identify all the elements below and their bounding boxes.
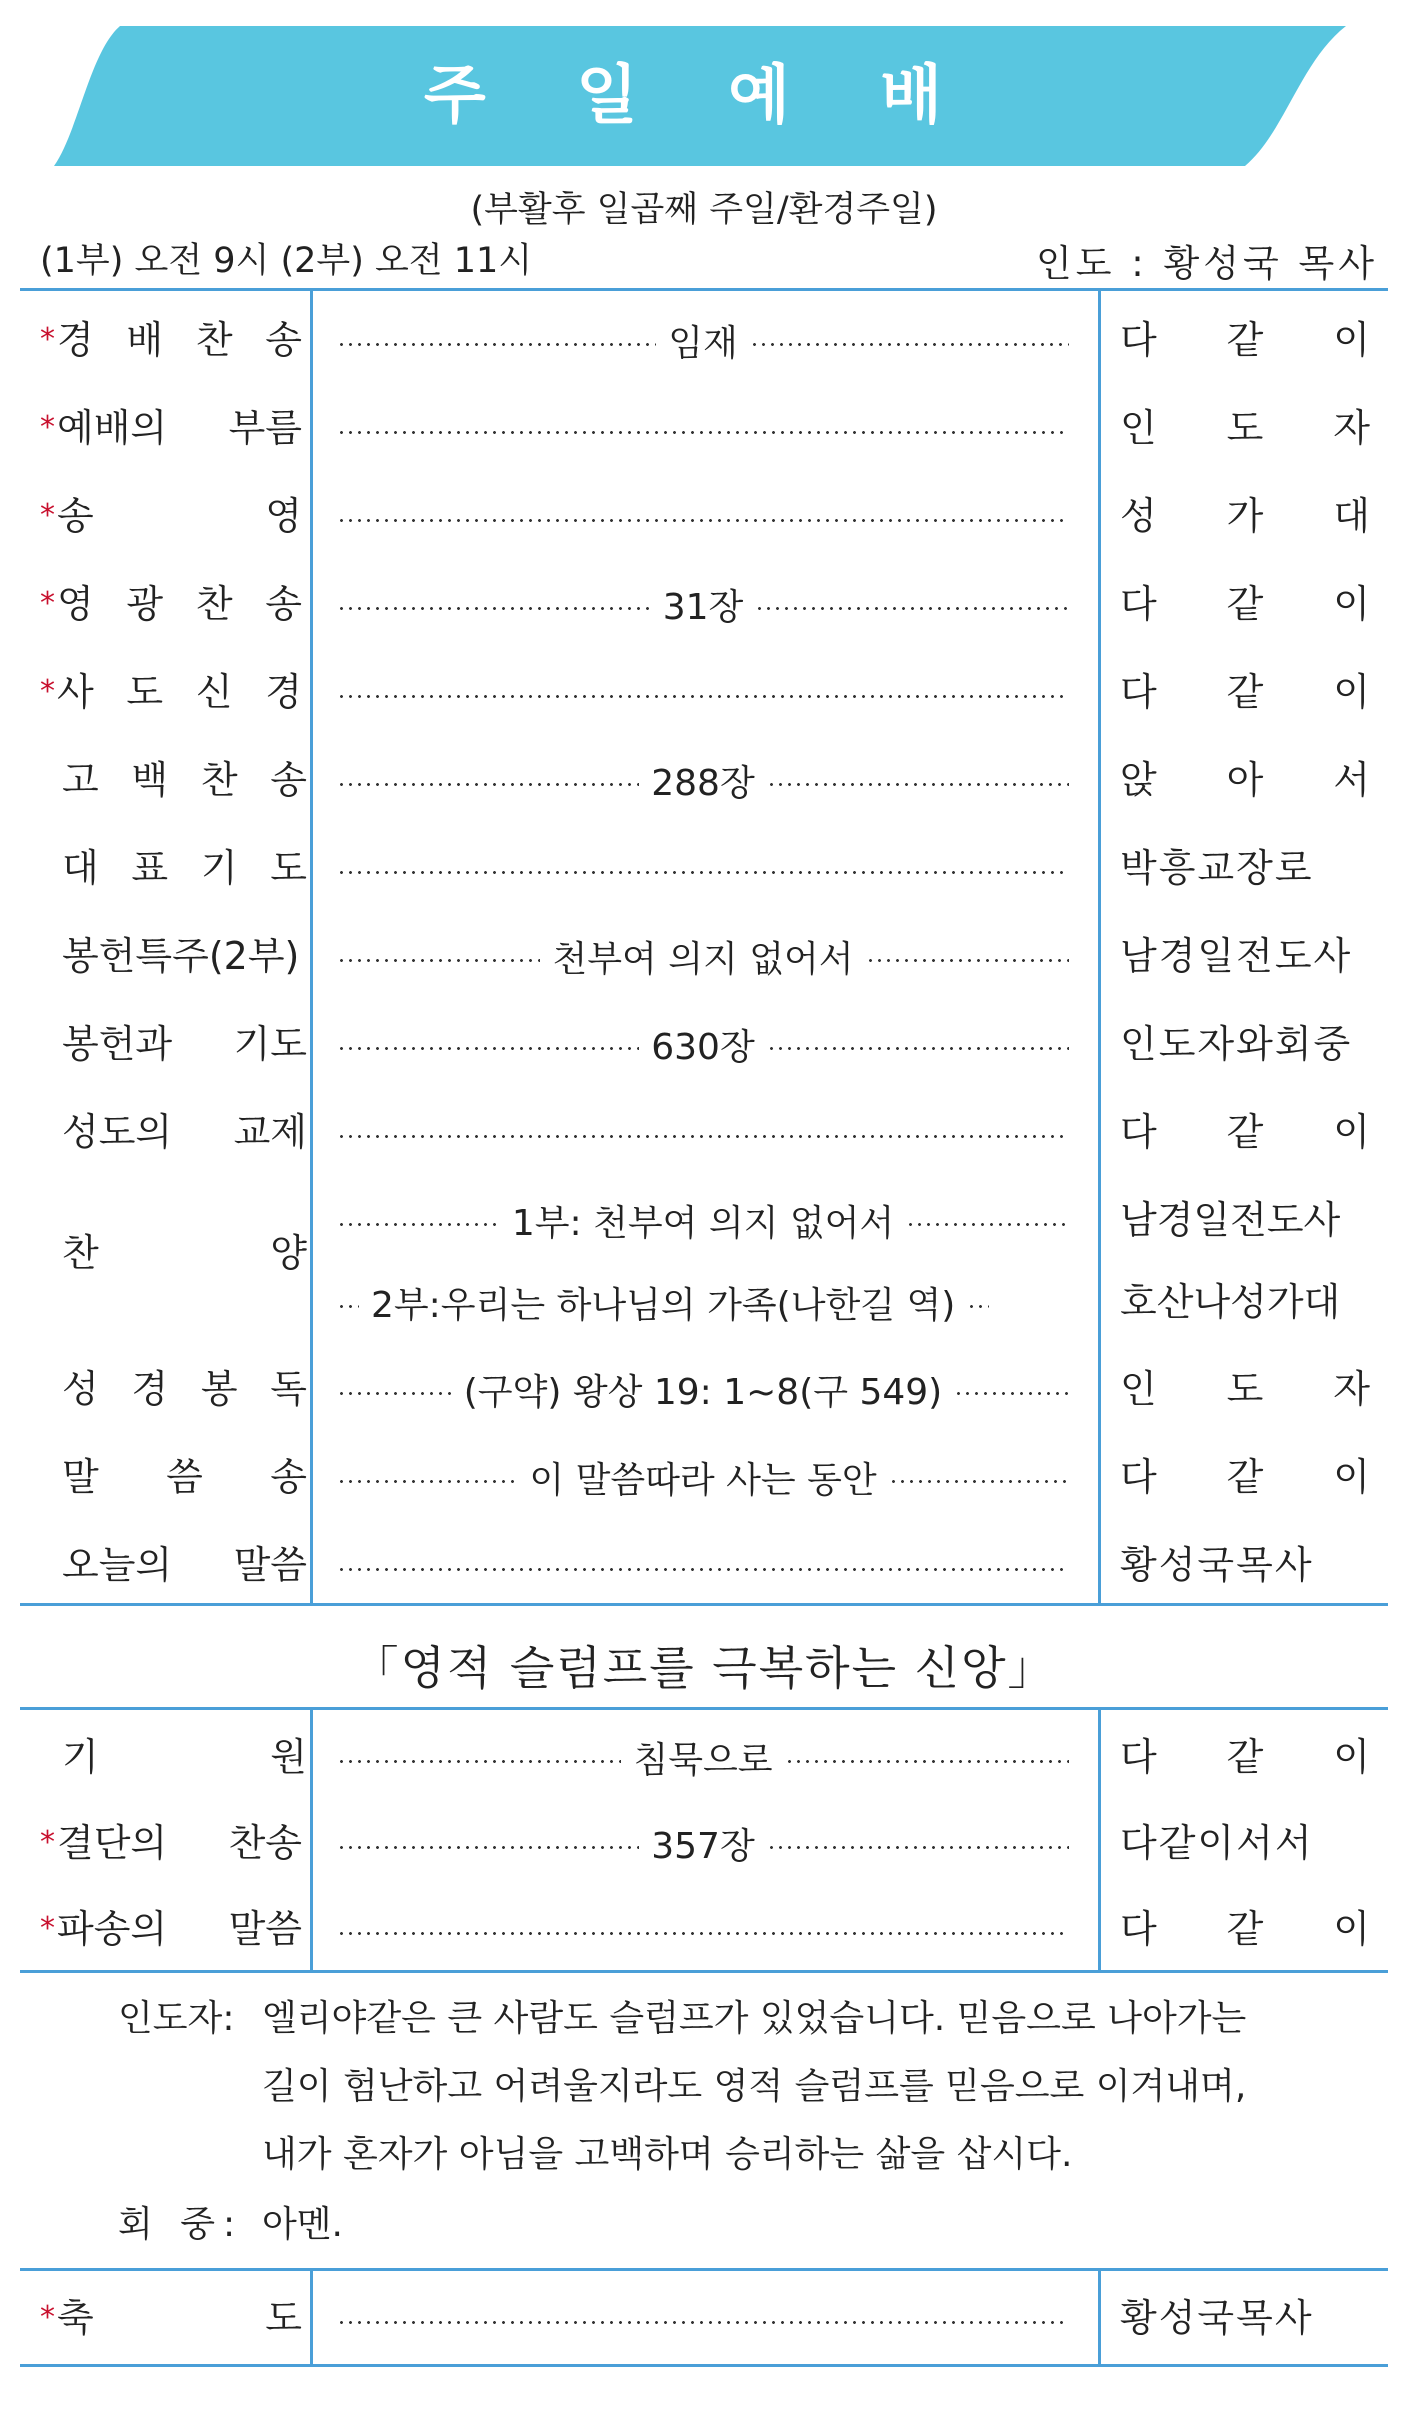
order-row — [0, 912, 1408, 1000]
order-label — [40, 736, 307, 824]
required-star-icon: * — [40, 410, 55, 445]
order-row — [0, 1713, 1408, 1801]
order-detail: 31장 — [662, 586, 744, 628]
dot-leader — [337, 519, 1069, 522]
order-label-text: 축 도 — [57, 2296, 302, 2340]
order-performer-text: 다같이서서 — [1120, 1821, 1314, 1865]
order-detail-line — [333, 736, 1073, 824]
order-performer — [1120, 736, 1370, 824]
order-label — [40, 648, 300, 736]
subtitle: (부활후 일곱째 주일/환경주일) — [470, 190, 938, 230]
service-leader: 인도 : 황성국 목사 — [1036, 242, 1378, 285]
order-performer — [1120, 1521, 1370, 1609]
order-performer-text: 인 도 자 — [1120, 1367, 1370, 1411]
order-detail-line — [333, 1345, 1073, 1433]
dot-leader — [337, 1846, 639, 1849]
order-row — [0, 2274, 1408, 2362]
order-performer — [1120, 296, 1370, 384]
required-star-icon: * — [40, 322, 55, 357]
order-performer — [1120, 1345, 1370, 1433]
order-detail-line — [333, 1521, 1073, 1609]
order-label-text: 봉헌과 기도 — [62, 1022, 307, 1066]
order-detail-line — [333, 2274, 1073, 2362]
order-detail-line — [333, 648, 1073, 736]
order-performer-text: 다 같 이 — [1120, 1110, 1370, 1154]
order-label — [40, 1713, 307, 1801]
dot-leader — [767, 1047, 1069, 1050]
section-rule — [20, 1707, 1388, 1710]
order-performer — [1120, 384, 1370, 472]
order-performer — [1120, 1713, 1370, 1801]
dot-leader — [337, 871, 1069, 874]
order-label — [40, 1000, 307, 1088]
required-star-icon: * — [40, 586, 55, 621]
order-performer-text: 다 같 이 — [1120, 1735, 1370, 1779]
order-label-text: 성도의 교제 — [62, 1110, 307, 1154]
order-label-text: 경 배 찬 송 — [57, 318, 302, 362]
order-detail: 2부:우리는 하나님의 가족(나한길 역) — [371, 1284, 956, 1326]
order-performer — [1120, 472, 1370, 560]
order-detail: 630장 — [651, 1026, 755, 1068]
order-label-text: 성 경 봉 독 — [62, 1367, 307, 1411]
order-performer-text: 앉 아 서 — [1120, 758, 1370, 802]
order-detail-line — [333, 1799, 1073, 1887]
order-performer-text: 다 같 이 — [1120, 670, 1370, 714]
order-performer — [1120, 1433, 1370, 1521]
dot-leader — [954, 1392, 1069, 1395]
title-banner — [50, 22, 1350, 170]
order-label-text: 기 원 — [62, 1735, 307, 1779]
order-performer: 호산나성가대 — [1120, 1280, 1341, 1324]
order-performer-text: 다 같 이 — [1120, 582, 1370, 626]
required-star-icon: * — [40, 1825, 55, 1860]
order-detail: 임재 — [668, 322, 738, 364]
order-row — [0, 1433, 1408, 1521]
order-row — [0, 1345, 1408, 1433]
order-performer-text: 인도자와회중 — [1120, 1022, 1353, 1066]
order-performer-text: 다 같 이 — [1120, 1907, 1370, 1951]
order-label-text: 결단의 찬송 — [57, 1821, 302, 1865]
order-label-text: 봉헌특주(2부) — [62, 934, 300, 978]
page-title: 주 일 예 배 — [423, 59, 977, 133]
top-rule — [20, 288, 1388, 291]
leader-line: 내가 혼자가 아님을 고백하며 승리하는 삶을 삽시다. — [262, 2134, 1073, 2175]
order-label — [40, 1799, 300, 1887]
dot-leader — [337, 1480, 517, 1483]
order-detail: 침묵으로 — [633, 1739, 773, 1781]
order-label — [40, 1345, 307, 1433]
dot-leader — [337, 959, 540, 962]
order-performer-text: 남경일전도사 — [1120, 934, 1353, 978]
order-detail: 천부여 의지 없어서 — [552, 938, 854, 980]
order-label — [40, 912, 300, 1000]
anthem-line-2 — [333, 1258, 1073, 1346]
sermon-title: 「영적 슬럼프를 극복하는 신앙」 — [352, 1641, 1056, 1695]
dot-leader — [337, 1135, 1069, 1138]
order-row — [0, 1885, 1408, 1973]
leader-line: 길이 험난하고 어려울지라도 영적 슬럼프를 믿음으로 이겨내며, — [262, 2066, 1247, 2107]
order-label-text: 영 광 찬 송 — [57, 582, 302, 626]
dot-leader — [785, 1760, 1069, 1763]
dot-leader — [866, 959, 1069, 962]
order-performer — [1120, 1799, 1370, 1887]
order-performer — [1120, 2274, 1370, 2362]
order-performer — [1120, 1088, 1370, 1176]
order-performer-text: 성 가 대 — [1120, 494, 1370, 538]
order-label-text: 말 씀 송 — [62, 1455, 307, 1499]
required-star-icon: * — [40, 674, 55, 709]
bottom-rule — [20, 2364, 1388, 2367]
order-detail-line — [333, 1885, 1073, 1973]
dot-leader — [906, 1223, 1069, 1226]
order-performer-text: 황성국목사 — [1120, 2296, 1314, 2340]
order-detail-line — [333, 560, 1073, 648]
order-performer-text: 황성국목사 — [1120, 1543, 1314, 1587]
order-label — [40, 1885, 300, 1973]
order-detail: 357장 — [651, 1825, 755, 1867]
order-detail: 288장 — [651, 762, 755, 804]
order-detail: 이 말씀따라 사는 동안 — [529, 1459, 877, 1501]
section-rule — [20, 2268, 1388, 2271]
order-detail-line — [333, 912, 1073, 1000]
order-label — [40, 296, 300, 384]
order-row — [0, 560, 1408, 648]
leader-line: 엘리야같은 큰 사람도 슬럼프가 있었습니다. 믿음으로 나아가는 — [262, 1998, 1247, 2039]
order-row — [0, 648, 1408, 736]
order-detail: (구약) 왕상 19: 1~8(구 549) — [463, 1371, 943, 1413]
order-label-text: 사 도 신 경 — [57, 670, 302, 714]
dot-leader — [337, 2321, 1069, 2324]
order-performer-text: 다 같 이 — [1120, 1455, 1370, 1499]
order-label — [40, 2274, 300, 2362]
order-row — [0, 1000, 1408, 1088]
order-performer-text: 인 도 자 — [1120, 406, 1370, 450]
order-label: 찬 양 — [62, 1231, 307, 1275]
order-detail-line — [333, 1000, 1073, 1088]
order-row — [0, 472, 1408, 560]
order-row — [0, 1088, 1408, 1176]
dot-leader — [337, 1223, 500, 1226]
order-row — [0, 384, 1408, 472]
order-detail-line — [333, 472, 1073, 560]
dot-leader — [337, 1932, 1069, 1935]
order-label — [40, 472, 300, 560]
order-label-text: 파송의 말씀 — [57, 1907, 302, 1951]
dot-leader — [337, 1568, 1069, 1571]
order-performer — [1120, 912, 1370, 1000]
order-row — [0, 1521, 1408, 1609]
order-label-text: 예배의 부름 — [57, 406, 302, 450]
dot-leader — [337, 695, 1069, 698]
order-performer-text: 다 같 이 — [1120, 318, 1370, 362]
order-row — [0, 824, 1408, 912]
order-label — [40, 1088, 307, 1176]
order-detail-line — [333, 1713, 1073, 1801]
anthem-line-1 — [333, 1176, 1073, 1264]
dot-leader — [337, 431, 1069, 434]
dot-leader — [967, 1305, 989, 1308]
dot-leader — [337, 1305, 359, 1308]
dot-leader — [767, 783, 1069, 786]
dot-leader — [337, 1760, 621, 1763]
order-label-text: 오늘의 말씀 — [62, 1543, 307, 1587]
order-performer — [1120, 648, 1370, 736]
order-detail-line — [333, 824, 1073, 912]
dot-leader — [337, 1047, 639, 1050]
order-detail-line — [333, 296, 1073, 384]
order-performer — [1120, 1000, 1370, 1088]
dot-leader — [337, 607, 651, 610]
order-performer — [1120, 560, 1370, 648]
order-label — [40, 384, 300, 472]
order-performer: 남경일전도사 — [1120, 1198, 1341, 1242]
order-performer — [1120, 1885, 1370, 1973]
required-star-icon: * — [40, 2300, 55, 2335]
order-label — [40, 1521, 307, 1609]
dot-leader — [755, 607, 1069, 610]
order-label — [40, 560, 300, 648]
order-detail-line — [333, 1433, 1073, 1521]
service-schedule: (1부) 오전 9시 (2부) 오전 11시 — [40, 241, 533, 281]
order-label-text: 고 백 찬 송 — [62, 758, 307, 802]
required-star-icon: * — [40, 498, 55, 533]
dot-leader — [337, 343, 656, 346]
dot-leader — [337, 1392, 452, 1395]
order-performer — [1120, 824, 1370, 912]
order-performer-text: 박흥교장로 — [1120, 846, 1314, 890]
leader-prefix: 인도자: — [118, 1998, 235, 2039]
order-label-text: 송 영 — [57, 494, 302, 538]
order-detail-line — [333, 1088, 1073, 1176]
order-label — [40, 1433, 307, 1521]
congregation-prefix: 회 중: — [118, 2204, 244, 2245]
dot-leader — [767, 1846, 1069, 1849]
order-detail-line — [333, 384, 1073, 472]
order-label — [40, 824, 307, 912]
dot-leader — [337, 783, 639, 786]
order-label-text: 대 표 기 도 — [62, 846, 307, 890]
order-row — [0, 1799, 1408, 1887]
congregation-response: 아멘. — [262, 2204, 343, 2245]
order-row — [0, 296, 1408, 384]
order-row — [0, 736, 1408, 824]
dot-leader — [750, 343, 1069, 346]
order-detail: 1부: 천부여 의지 없어서 — [511, 1202, 895, 1244]
dot-leader — [889, 1480, 1069, 1483]
required-star-icon: * — [40, 1911, 55, 1946]
